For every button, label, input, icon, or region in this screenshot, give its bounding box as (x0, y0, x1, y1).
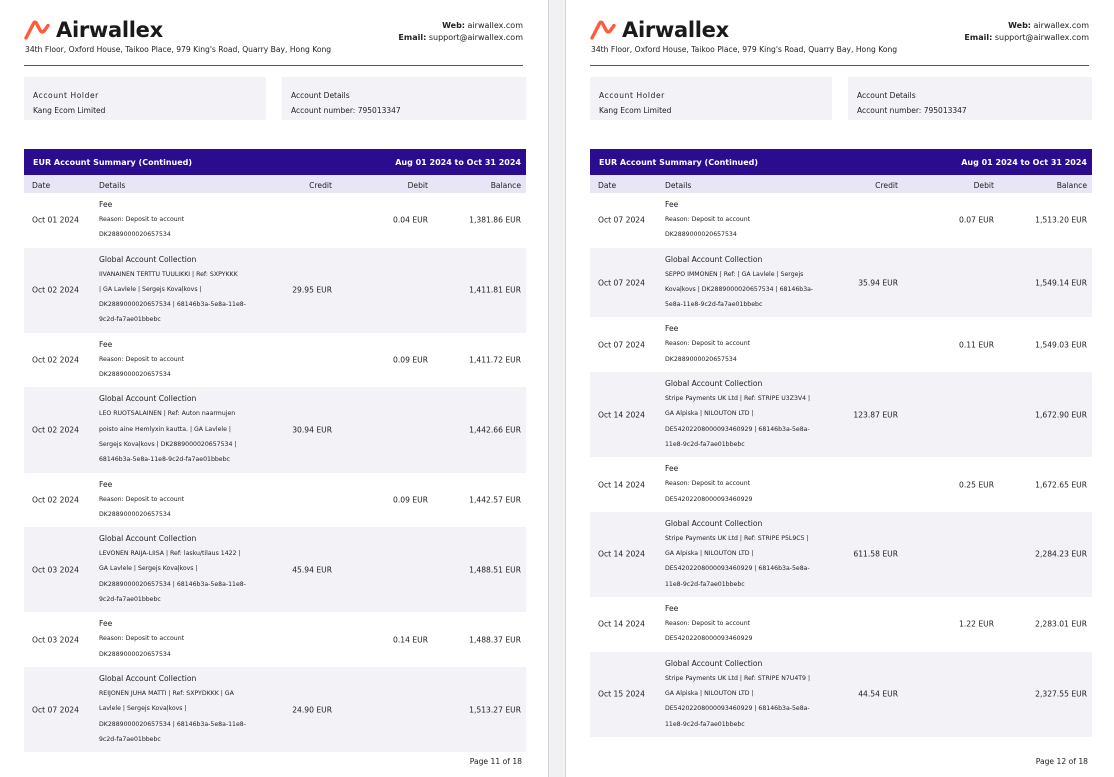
row-details (665, 652, 811, 732)
account-number: 795013347 (357, 106, 401, 115)
email-link[interactable]: support@airwallex.com (428, 33, 523, 42)
company-address: 34th Floor, Oxford House, Taikoo Place, 979 King's Road, Quarry Bay, Hong Kong (25, 45, 332, 54)
row-date: Oct 07 2024 (32, 705, 79, 715)
table-column-headers (590, 175, 1092, 193)
row-title: Fee (665, 324, 679, 334)
column-credit: Credit (309, 181, 332, 190)
account-holder-box (590, 77, 832, 120)
page-number: Page 12 of 18 (1035, 757, 1088, 766)
row-detail-line: DE54202208000093460929 | 68146b3a-5e8a- (665, 425, 810, 433)
row-title: Global Account Collection (99, 534, 197, 544)
account-number-label: Account number: (857, 106, 922, 115)
row-credit: 44.54 EUR (858, 689, 898, 699)
contact-info (398, 20, 523, 44)
row-details (665, 317, 805, 367)
table-row (590, 652, 1092, 737)
table-row (590, 597, 1092, 652)
row-detail-line: DK2889000020657534 (99, 231, 171, 239)
table-row (590, 512, 1092, 597)
row-date: Oct 14 2024 (598, 480, 645, 490)
row-credit: 24.90 EUR (292, 705, 332, 715)
row-balance: 1,672.90 EUR (1035, 410, 1087, 420)
account-details-label: Account Details (291, 91, 350, 100)
row-detail-line: 11e8-9c2d-fa7ae01bbebc (665, 720, 745, 728)
statement-page (566, 0, 1114, 777)
account-details-box (848, 77, 1092, 120)
row-date: Oct 14 2024 (598, 410, 645, 420)
row-details (99, 473, 239, 523)
row-title: Global Account Collection (665, 254, 763, 264)
row-detail-line: LEO RUOTSALAINEN | Ref: Auton naarmujen (99, 410, 236, 418)
summary-header-bar (24, 149, 526, 175)
company-address: 34th Floor, Oxford House, Taikoo Place, 979 King's Road, Quarry Bay, Hong Kong (591, 45, 898, 54)
row-detail-line: IIVANAINEN TERTTU TUULIKKI | Ref: SXPYKKK (99, 270, 238, 278)
column-balance: Balance (1056, 181, 1087, 190)
row-detail-line: DK2889000020657534 (665, 355, 737, 363)
row-detail-line: 11e8-9c2d-fa7ae01bbebc (665, 440, 745, 448)
row-debit: 0.09 EUR (393, 495, 428, 505)
row-balance: 1,411.72 EUR (469, 355, 521, 365)
summary-title: EUR Account Summary (Continued) (33, 157, 193, 167)
row-credit: 123.87 EUR (853, 410, 898, 420)
account-details-box (282, 77, 526, 120)
contact-info (964, 20, 1089, 44)
column-date: Date (32, 181, 51, 190)
account-details-label: Account Details (857, 91, 916, 100)
email-link[interactable]: support@airwallex.com (994, 33, 1089, 42)
row-details (665, 372, 811, 452)
row-detail-line: 11e8-9c2d-fa7ae01bbebc (665, 580, 745, 588)
row-detail-line: Kovaļkovs | DK2889000020657534 | 68146b3a- (665, 285, 814, 293)
row-detail-line: DE54202208000093460929 (665, 635, 753, 643)
column-debit: Debit (407, 181, 428, 190)
row-details (99, 612, 239, 662)
row-balance: 1,549.03 EUR (1035, 340, 1087, 350)
web-link[interactable]: airwallex.com (1033, 21, 1089, 30)
column-debit: Debit (973, 181, 994, 190)
table-row (24, 333, 526, 388)
row-detail-line: REIJONEN JUHA MATTI | Ref: SXPYDKKK | GA (99, 689, 234, 697)
row-debit: 0.25 EUR (959, 480, 994, 490)
row-credit: 29.95 EUR (292, 285, 332, 295)
account-holder-name: Kang Ecom Limited (599, 106, 672, 115)
account-holder-label: Account Holder (33, 91, 99, 100)
row-balance: 2,283.01 EUR (1035, 619, 1087, 629)
row-date: Oct 02 2024 (32, 425, 79, 435)
row-detail-line: 5e8a-11e8-9c2d-fa7ae01bbebc (665, 301, 763, 309)
table-row (24, 527, 526, 612)
row-date: Oct 07 2024 (598, 278, 645, 288)
row-detail-line: Reason: Deposit to account (665, 620, 751, 628)
row-detail-line: LEVONEN RAIJA-LIISA | Ref: lasku/tilaus 1422 | (99, 550, 241, 558)
row-date: Oct 14 2024 (598, 619, 645, 629)
column-date: Date (598, 181, 617, 190)
row-date: Oct 14 2024 (598, 549, 645, 559)
row-title: Global Account Collection (99, 254, 197, 264)
row-date: Oct 02 2024 (32, 285, 79, 295)
header-divider (24, 65, 523, 66)
row-detail-line: DE54202208000093460929 | 68146b3a-5e8a- (665, 565, 810, 573)
brand-logo (24, 17, 163, 43)
row-detail-line: DK2889000020657534 | 68146b3a-5e8a-11e8- (99, 301, 246, 309)
row-title: Fee (99, 619, 113, 629)
row-details (99, 193, 239, 243)
table-row (24, 612, 526, 667)
row-details (99, 387, 239, 467)
row-title: Fee (665, 200, 679, 209)
row-debit: 0.11 EUR (959, 340, 994, 350)
row-detail-line: SEPPO IMMONEN | Ref: | GA Lavlele | Sergejs (665, 270, 804, 278)
row-debit: 0.07 EUR (959, 215, 994, 225)
row-detail-line: Reason: Deposit to account (665, 340, 751, 348)
row-title: Global Account Collection (665, 658, 763, 668)
row-detail-line: DK2889000020657534 (99, 650, 171, 658)
transaction-rows (24, 193, 526, 752)
brand-name: Airwallex (56, 18, 163, 42)
summary-period: Aug 01 2024 to Oct 31 2024 (395, 157, 521, 167)
row-balance: 1,488.37 EUR (469, 635, 521, 645)
row-detail-line: Reason: Deposit to account (99, 495, 185, 503)
transaction-rows (590, 193, 1092, 737)
row-title: Global Account Collection (99, 394, 197, 404)
row-title: Global Account Collection (665, 518, 763, 528)
column-details: Details (665, 181, 692, 190)
row-balance: 1,442.57 EUR (469, 495, 521, 505)
row-details (99, 667, 246, 747)
table-row (24, 193, 526, 248)
table-column-headers (24, 175, 526, 193)
web-label: Web: (442, 21, 465, 30)
table-row (590, 193, 1092, 248)
column-credit: Credit (875, 181, 898, 190)
airwallex-logo-icon (24, 20, 52, 40)
account-holder-name: Kang Ecom Limited (33, 106, 106, 115)
row-details (665, 457, 805, 507)
row-date: Oct 07 2024 (598, 340, 645, 350)
row-detail-line: DK2889000020657534 (99, 371, 171, 379)
column-details: Details (99, 181, 126, 190)
column-balance: Balance (490, 181, 521, 190)
account-number-label: Account number: (291, 106, 356, 115)
row-balance: 1,672.65 EUR (1035, 480, 1087, 490)
row-detail-line: Reason: Deposit to account (99, 635, 185, 643)
row-detail-line: DE54202208000093460929 | 68146b3a-5e8a- (665, 705, 810, 713)
page-number: Page 11 of 18 (469, 757, 522, 766)
account-number: 795013347 (923, 106, 967, 115)
row-balance: 1,513.27 EUR (469, 705, 521, 715)
row-credit: 611.58 EUR (853, 549, 898, 559)
row-detail-line: Lavlele | Sergejs Kovaļkovs | (99, 705, 187, 713)
row-debit: 1.22 EUR (959, 619, 994, 629)
row-detail-line: poisto aine Hemlyxin kautta. | GA Lavlele | (99, 425, 231, 433)
row-date: Oct 15 2024 (598, 689, 645, 699)
row-date: Oct 01 2024 (32, 215, 79, 225)
row-balance: 1,381.86 EUR (469, 215, 521, 225)
email-label: Email: (398, 33, 427, 42)
row-date: Oct 02 2024 (32, 495, 79, 505)
row-detail-line: Sergejs Kovaļkovs | DK2889000020657534 | (99, 440, 237, 448)
row-details (99, 333, 239, 383)
row-detail-line: DK2889000020657534 (665, 231, 737, 239)
table-row (590, 457, 1092, 512)
row-detail-line: GA Lavlele | Sergejs Kovaļkovs | (99, 565, 198, 573)
row-title: Fee (665, 464, 679, 474)
table-row (24, 473, 526, 528)
table-row (590, 372, 1092, 457)
row-detail-line: GA Alpiska | NILOUTON LTD | (665, 410, 754, 418)
row-title: Fee (99, 200, 113, 209)
header-divider (590, 65, 1089, 66)
row-detail-line: Stripe Payments UK Ltd | Ref: STRIPE U3Z3V4 | (665, 395, 811, 403)
row-balance: 1,411.81 EUR (469, 285, 521, 295)
table-row (590, 248, 1092, 318)
row-credit: 35.94 EUR (858, 278, 898, 288)
row-detail-line: 9c2d-fa7ae01bbebc (99, 596, 161, 604)
row-title: Fee (99, 479, 113, 489)
row-detail-line: GA Alpiska | NILOUTON LTD | (665, 550, 754, 558)
row-detail-line: DK2889000020657534 | 68146b3a-5e8a-11e8- (99, 580, 246, 588)
row-balance: 1,442.66 EUR (469, 425, 521, 435)
table-row (24, 667, 526, 752)
table-row (24, 248, 526, 333)
row-detail-line: Reason: Deposit to account (99, 355, 185, 363)
row-details (99, 248, 246, 328)
row-credit: 45.94 EUR (292, 565, 332, 575)
row-date: Oct 03 2024 (32, 565, 79, 575)
row-details (665, 248, 814, 313)
row-balance: 2,327.55 EUR (1035, 689, 1087, 699)
row-balance: 1,513.20 EUR (1035, 215, 1087, 225)
row-balance: 1,549.14 EUR (1035, 278, 1087, 288)
row-detail-line: 9c2d-fa7ae01bbebc (99, 316, 161, 324)
row-title: Fee (99, 339, 113, 349)
table-row (590, 317, 1092, 372)
row-detail-line: GA Alpiska | NILOUTON LTD | (665, 689, 754, 697)
row-date: Oct 03 2024 (32, 635, 79, 645)
row-detail-line: 68146b3a-5e8a-11e8-9c2d-fa7ae01bbebc (99, 456, 230, 464)
row-balance: 1,488.51 EUR (469, 565, 521, 575)
row-details (665, 597, 805, 647)
row-detail-line: Stripe Payments UK Ltd | Ref: STRIPE N7U4T9 | (665, 674, 811, 682)
row-detail-line: Reason: Deposit to account (665, 216, 751, 223)
row-detail-line: 9c2d-fa7ae01bbebc (99, 735, 161, 743)
email-label: Email: (964, 33, 993, 42)
table-row (24, 387, 526, 472)
row-date: Oct 07 2024 (598, 215, 645, 225)
airwallex-logo-icon (590, 20, 618, 40)
row-detail-line: Reason: Deposit to account (665, 480, 751, 488)
row-details (665, 512, 810, 592)
web-link[interactable]: airwallex.com (467, 21, 523, 30)
brand-name: Airwallex (622, 18, 729, 42)
page-gutter (548, 0, 566, 777)
summary-title: EUR Account Summary (Continued) (599, 157, 759, 167)
row-detail-line: DE54202208000093460929 (665, 495, 753, 503)
row-detail-line: DK2889000020657534 | 68146b3a-5e8a-11e8- (99, 720, 246, 728)
row-title: Global Account Collection (665, 379, 763, 389)
brand-logo (590, 17, 729, 43)
row-detail-line: Reason: Deposit to account (99, 216, 185, 223)
row-debit: 0.09 EUR (393, 355, 428, 365)
row-details (99, 527, 246, 607)
row-details (665, 193, 805, 243)
statement-page (0, 0, 548, 777)
row-date: Oct 02 2024 (32, 355, 79, 365)
row-title: Global Account Collection (99, 673, 197, 683)
row-balance: 2,284.23 EUR (1035, 549, 1087, 559)
row-detail-line: | GA Lavlele | Sergejs Kovaļkovs | (99, 285, 202, 293)
account-holder-label: Account Holder (599, 91, 665, 100)
row-detail-line: DK2889000020657534 (99, 510, 171, 518)
account-holder-box (24, 77, 266, 120)
summary-header-bar (590, 149, 1092, 175)
row-debit: 0.14 EUR (393, 635, 428, 645)
row-detail-line: Stripe Payments UK Ltd | Ref: STRIPE P5L9C5 | (665, 534, 809, 542)
row-title: Fee (665, 604, 679, 614)
row-debit: 0.04 EUR (393, 215, 428, 225)
summary-period: Aug 01 2024 to Oct 31 2024 (961, 157, 1087, 167)
row-credit: 30.94 EUR (292, 425, 332, 435)
web-label: Web: (1008, 21, 1031, 30)
